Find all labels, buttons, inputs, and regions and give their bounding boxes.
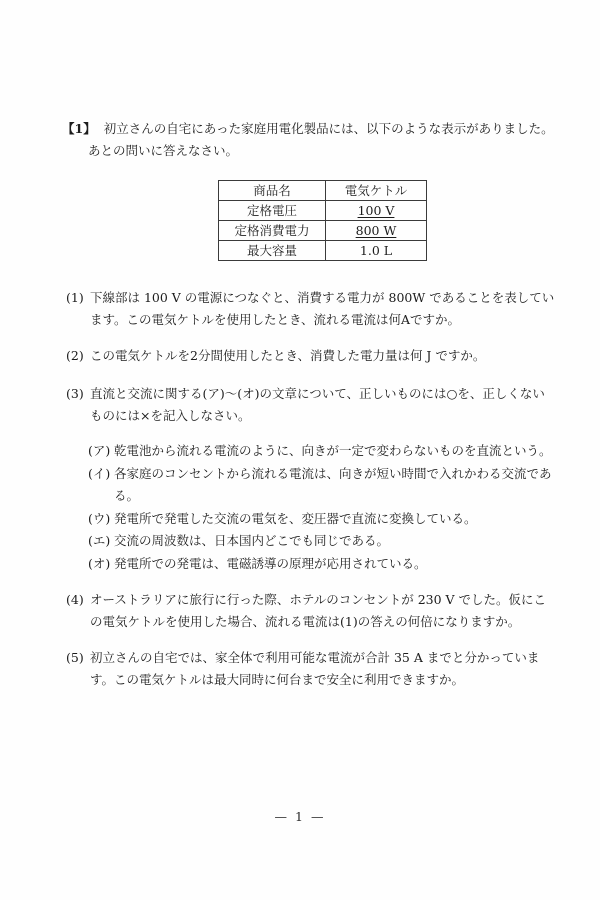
table-row [219,221,427,241]
sub-question-5 [66,647,555,691]
statement-u [88,508,555,531]
table-row [219,201,427,221]
page-number: — 1 — [274,809,326,824]
question-1-intro-text: 初立さんの自宅にあった家庭用電化製品には、以下のような表示がありました。あとの問いに答えなさい。 [88,121,554,158]
statement-e [88,530,555,553]
sub-question-2-number: (2) [66,348,84,363]
sub-question-1-number: (1) [66,290,84,305]
table-row [219,181,427,201]
sub-question-1 [66,287,555,331]
statement-e-number: (エ) [88,533,111,548]
sub-question-2 [66,345,555,367]
statement-o-text: 発電所での発電は、電磁誘導の原理が応用されている。 [114,555,427,571]
statements-list [88,440,555,575]
statement-i-number: (イ) [88,465,111,481]
spec-value-rated-voltage: 100 V [326,201,427,221]
appliance-spec-table [218,180,427,261]
sub-question-4-text: オーストラリアに旅行に行った際、ホテルのコンセントが 230 V でした。仮にこの電気ケトルを使用した場合、流れる電流は(1)の答えの何倍になりますか。 [90,592,547,629]
sub-question-5-number: (5) [66,650,84,665]
spec-label-product-name: 商品名 [219,181,326,201]
question-1-label: 【1】 [62,121,96,136]
question-1-header [62,118,555,162]
spec-label-rated-voltage: 定格電圧 [219,201,326,221]
statement-a-text: 乾電池から流れる電流のように、向きが一定で変わらないものを直流という。 [114,443,552,458]
sub-question-3-text: 直流と交流に関する(ア)～(オ)の文章について、正しいものには○を、正しくないものには×を記入しなさい。 [90,386,545,423]
sub-question-4 [66,589,555,633]
statement-o-number: (オ) [88,555,111,571]
spec-value-rated-power: 800 W [326,221,427,241]
sub-question-4-number: (4) [66,592,84,607]
statement-i-text: 各家庭のコンセントから流れる電流は、向きが短い時間で入れかわる交流である。 [114,465,552,503]
statement-a [88,440,555,463]
statement-e-text: 交流の周波数は、日本国内どこでも同じである。 [114,533,390,548]
statement-u-number: (ウ) [88,510,111,526]
spec-value-product-name: 電気ケトル [326,181,427,201]
sub-question-2-text: この電気ケトルを2分間使用したとき、消費した電力量は何 J ですか。 [90,348,486,363]
table-row [219,241,427,261]
sub-question-5-text: 初立さんの自宅では、家全体で利用可能な電流が合計 35 A までと分かっています。この電気ケトルは最大同時に何台まで安全に利用できますか。 [90,650,540,687]
spec-label-rated-power: 定格消費電力 [219,221,326,241]
spec-label-max-capacity: 最大容量 [219,241,326,261]
statement-u-text: 発電所で発電した交流の電気を、変圧器で直流に変換している。 [114,510,477,526]
spec-value-max-capacity: 1.0 L [326,241,427,261]
sub-question-3 [66,383,555,427]
statement-i [88,463,555,508]
statement-o [88,553,555,576]
statement-a-number: (ア) [88,443,111,458]
sub-question-1-text: 下線部は 100 V の電源につなぐと、消費する電力が 800W であることを表しています。この電気ケトルを使用したとき、流れる電流は何Aですか。 [90,290,555,327]
sub-question-3-number: (3) [66,386,84,401]
